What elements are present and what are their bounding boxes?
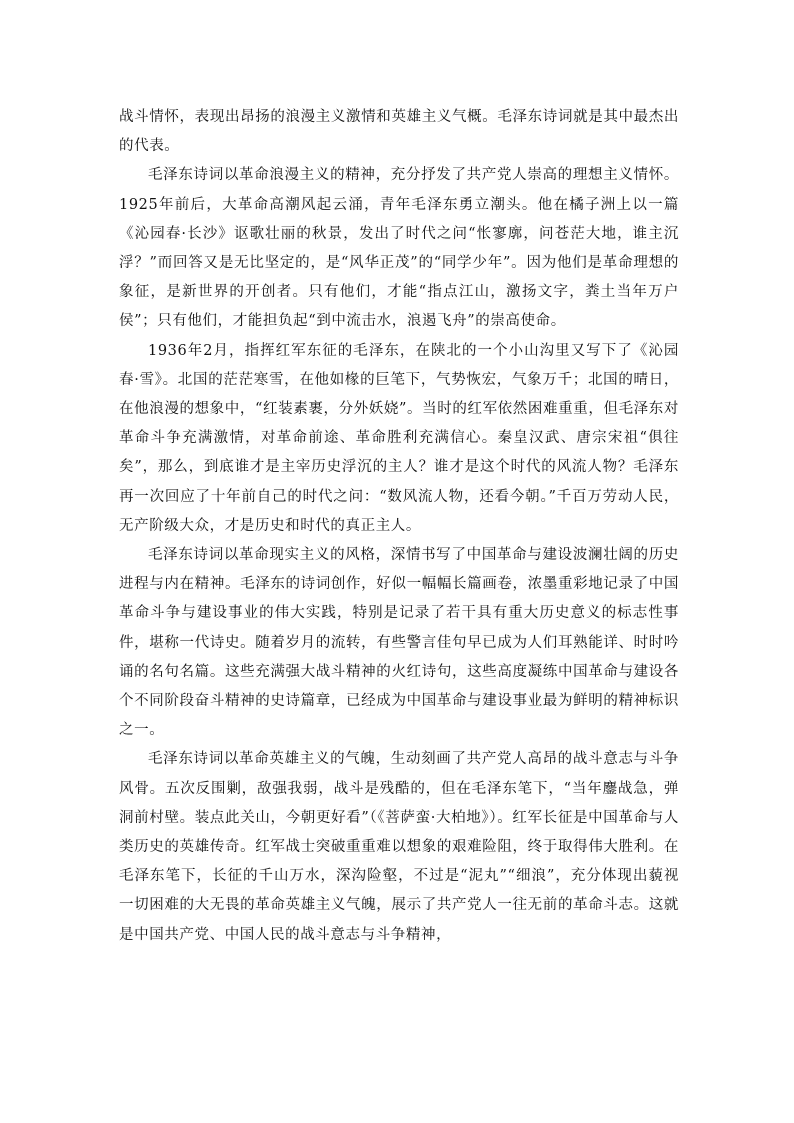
- paragraph-continued: 战斗情怀，表现出昂扬的浪漫主义激情和英雄主义气概。毛泽东诗词就是其中最杰出的代表。: [119, 109, 679, 155]
- paragraph-realism: 毛泽东诗词以革命现实主义的风格，深情书写了中国革命与建设波澜壮阔的历史进程与内在精神。毛泽东的诗词创作，好似一幅幅长篇画卷，浓墨重彩地记录了中国革命斗争与建设事业的伟大实践，特别是记录了若干具有重大历史意义的标志性事件，堪称一代诗史。随着岁月的流转，有些警言佳句早已成为人们耳熟能详、时时吟诵的名句名篇。这些充满强大战斗精神的火红诗句，这些高度凝练中国革命与建设各个不同阶段奋斗精神的史诗篇章，已经成为中国革命与建设事业最为鲜明的精神标识之一。: [119, 547, 679, 739]
- paragraph-heroism: 毛泽东诗词以革命英雄主义的气魄，生动刻画了共产党人高昂的战斗意志与斗争风骨。五次反围剿，敌强我弱，战斗是残酷的，但在毛泽东笔下，“当年鏖战急，弹洞前村壁。装点此关山，今朝更好看”（《菩萨蛮·大柏地》）。红军长征是中国革命与人类历史的英雄传奇。红军战士突破重重难以想象的艰难险阻，终于取得伟大胜利。在毛泽东笔下，长征的千山万水，深沟险壑，不过是“泥丸”“细浪”，充分体现出藐视一切困难的大无畏的革命英雄主义气魄，展示了共产党人一往无前的革命斗志。这就是中国共产党、中国人民的战斗意志与斗争精神，: [119, 751, 679, 943]
- paragraph-snow-poem: 1936年2月，指挥红军东征的毛泽东，在陕北的一个小山沟里又写下了《沁园春·雪》。北国的茫茫寒雪，在他如椽的巨笔下，气势恢宏，气象万千；北国的晴日，在他浪漫的想象中，“红装素裹，分外妖娆”。当时的红军依然困难重重，但毛泽东对革命斗争充满激情，对革命前途、革命胜利充满信心。秦皇汉武、唐宗宋祖“俱往矣”，那么，到底谁才是主宰历史浮沉的主人？谁才是这个时代的风流人物？毛泽东再一次回应了十年前自己的时代之问：“数风流人物，还看今朝。”千百万劳动人民，无产阶级大众，才是历史和时代的真正主人。: [119, 342, 679, 534]
- article-body: [119, 103, 679, 950]
- paragraph-romanticism: 毛泽东诗词以革命浪漫主义的精神，充分抒发了共产党人崇高的理想主义情怀。1925年前后，大革命高潮风起云涌，青年毛泽东勇立潮头。他在橘子洲上以一篇《沁园春·长沙》讴歌壮丽的秋景，发出了时代之问“怅寥廓，问苍茫大地，谁主沉浮？”而回答又是无比坚定的，是“风华正茂”的“同学少年”。因为他们是革命理想的象征，是新世界的开创者。只有他们，才能“指点江山，激扬文字，粪土当年万户侯”；只有他们，才能担负起“到中流击水，浪遏飞舟”的崇高使命。: [119, 167, 679, 330]
